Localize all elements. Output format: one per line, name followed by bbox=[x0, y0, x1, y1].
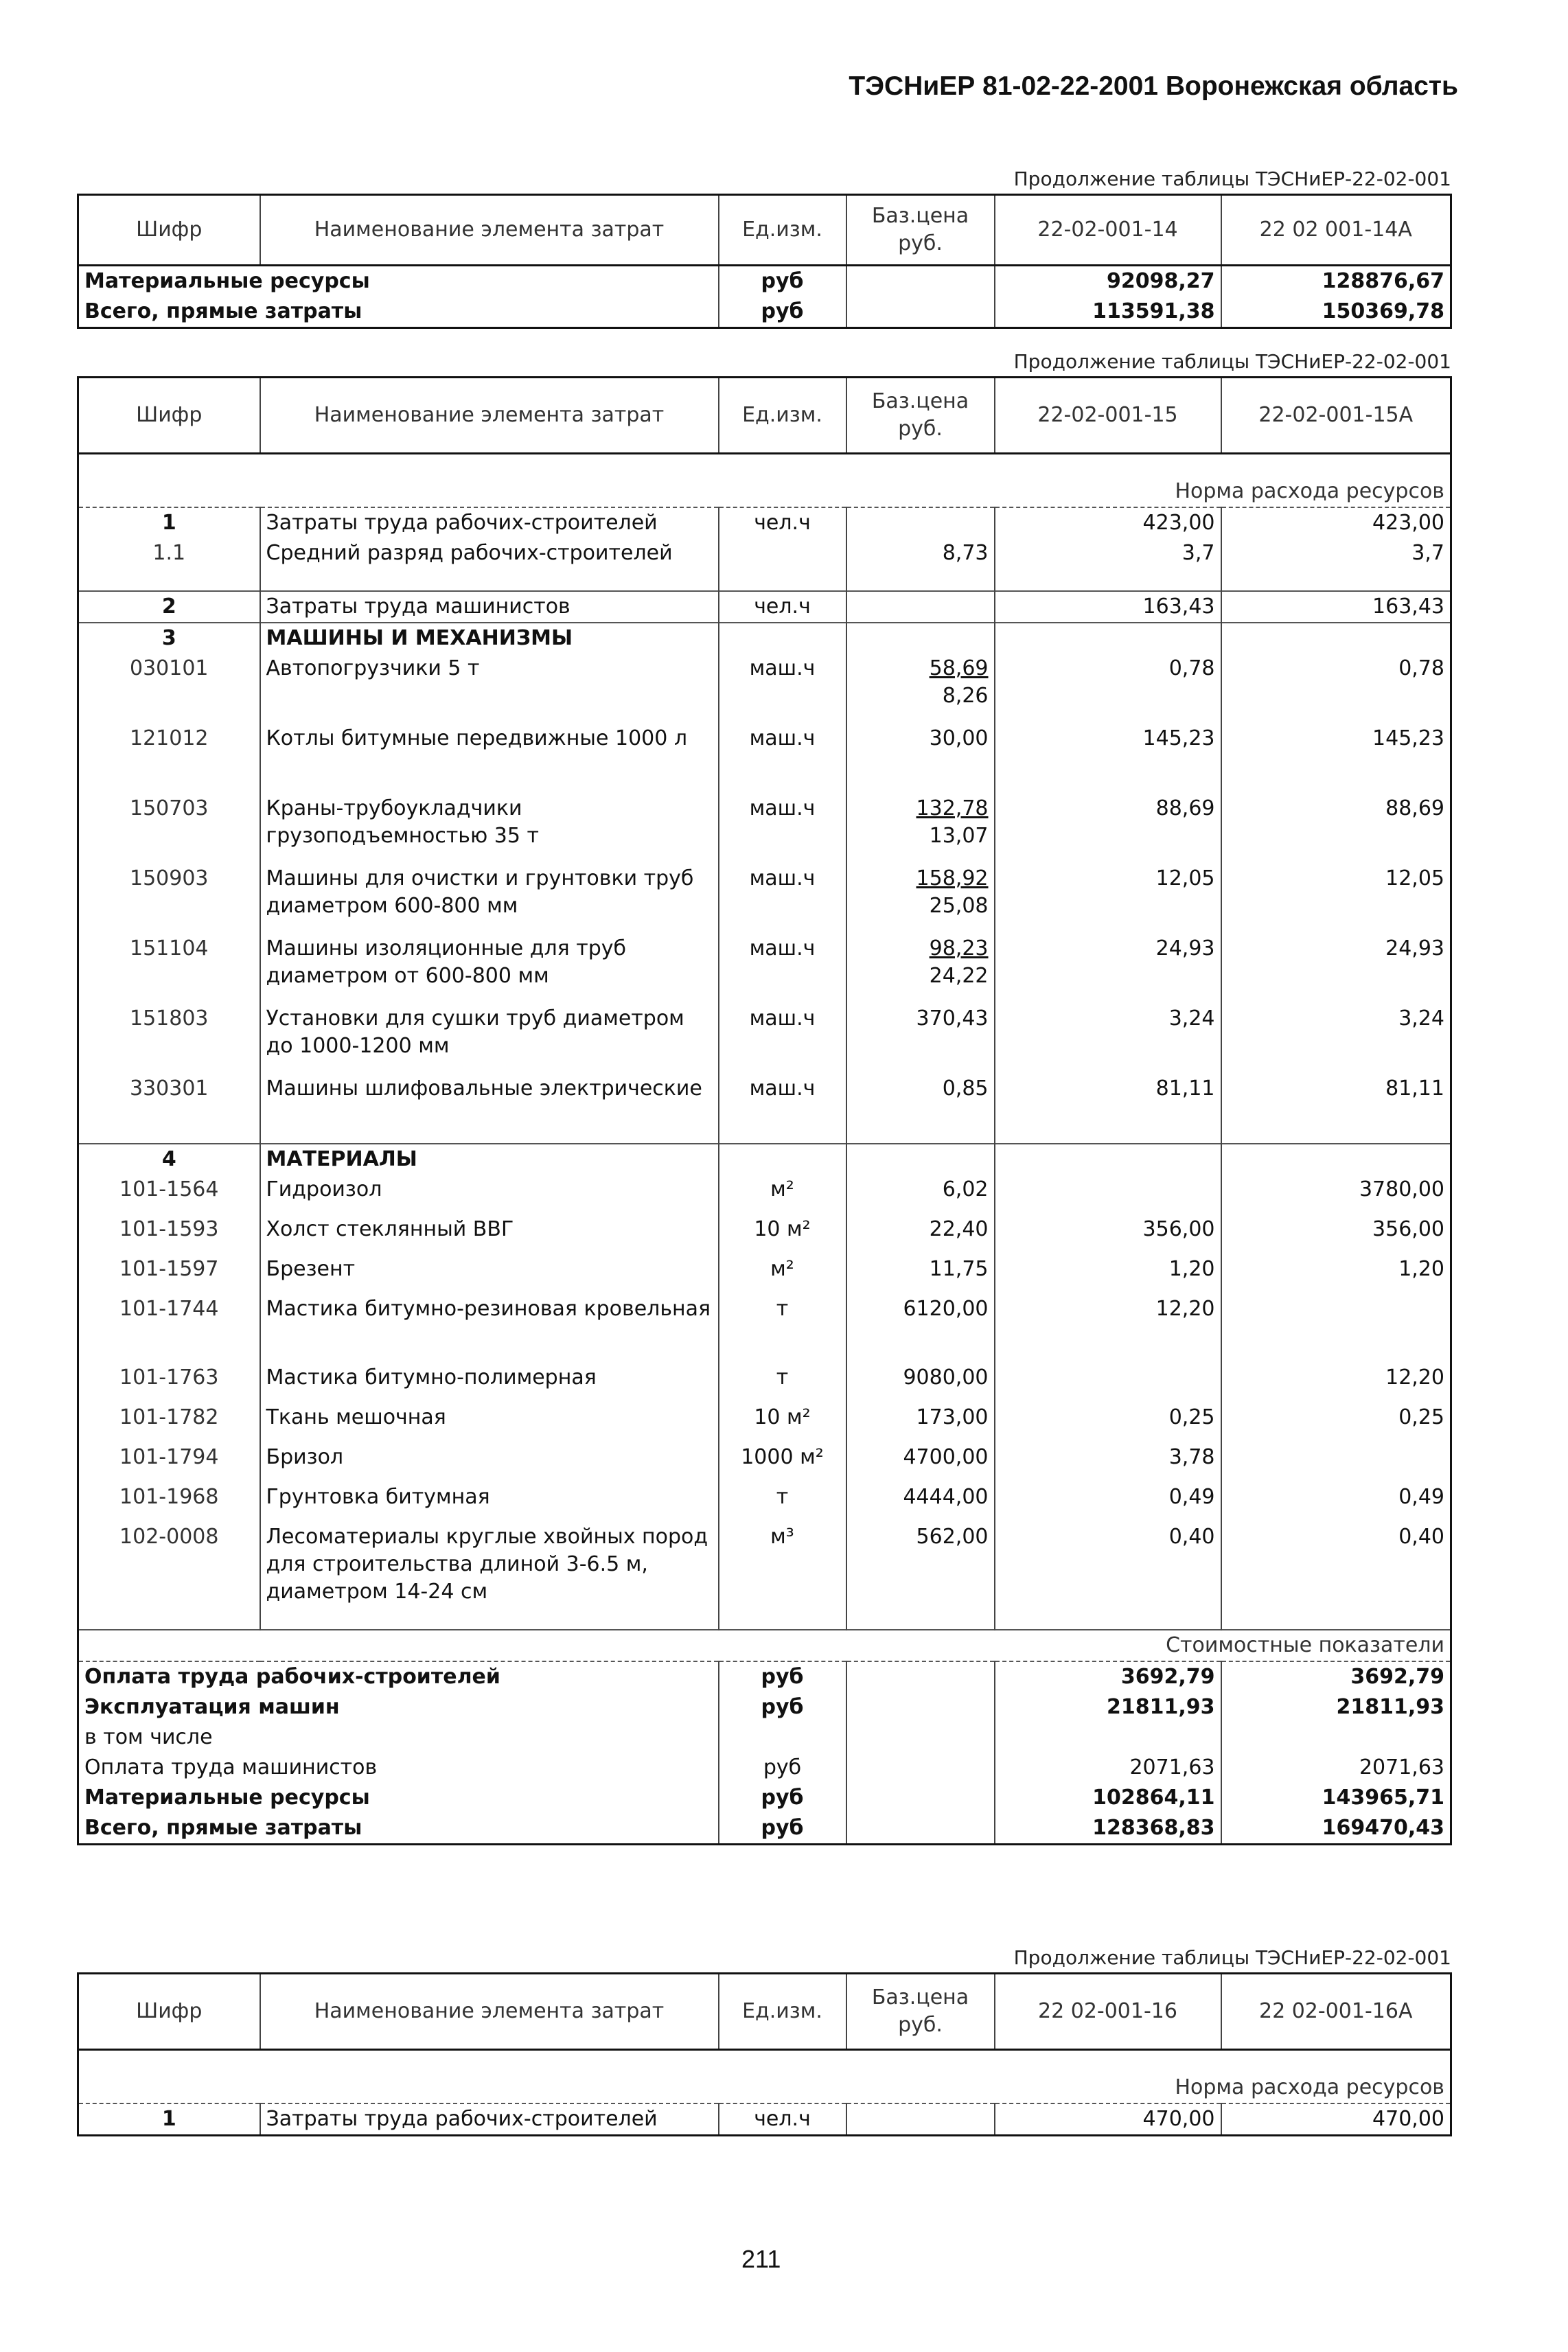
row-name: Лесоматериалы круглые хвойных пород для строительства длиной 3-6.5 м, диаметром 14-24 см bbox=[260, 1522, 719, 1607]
table1-header-row bbox=[78, 195, 1451, 266]
price-primary: 0,85 bbox=[942, 1076, 989, 1100]
row-name: Машины изоляционные для труб диаметром от 600-800 мм bbox=[260, 934, 719, 1004]
table-row bbox=[78, 1214, 1451, 1254]
row-code: 1 bbox=[161, 511, 176, 535]
row-unit: 1000 м² bbox=[719, 1442, 846, 1482]
norm-label: Норма расхода ресурсов bbox=[78, 2073, 1451, 2103]
table3-header-row bbox=[78, 1974, 1451, 2050]
table-row bbox=[78, 1482, 1451, 1522]
row-value-b: 0,49 bbox=[1221, 1482, 1451, 1522]
table-row bbox=[78, 1363, 1451, 1403]
row-value-b: 0,78 bbox=[1221, 654, 1451, 724]
col-header-code: Шифр bbox=[78, 195, 260, 266]
col-header-unit: Ед.изм. bbox=[719, 195, 846, 266]
row-name: Брезент bbox=[260, 1254, 719, 1294]
total-label: Эксплуатация машин bbox=[84, 1695, 340, 1719]
total-value-a: 113591,38 bbox=[995, 297, 1221, 328]
total-label: Материальные ресурсы bbox=[84, 1786, 370, 1810]
row-value-a: 88,69 bbox=[995, 794, 1221, 864]
row-value-b: 0,40 bbox=[1221, 1522, 1451, 1607]
row-price: 4700,00 bbox=[846, 1442, 995, 1482]
total-value-a: 21811,93 bbox=[995, 1692, 1221, 1722]
total-value-a: 3692,79 bbox=[995, 1661, 1221, 1692]
col-header-price: Баз.цена руб. bbox=[846, 195, 995, 266]
table1-caption: Продолжение таблицы ТЭСНиЕР-22-02-001 bbox=[1013, 168, 1451, 190]
row-unit: маш.ч bbox=[719, 934, 846, 1004]
row-unit: м² bbox=[719, 1175, 846, 1214]
row-value-a: 0,25 bbox=[995, 1403, 1221, 1442]
col-header-price: Баз.цена руб. bbox=[846, 378, 995, 454]
row-price: 22,40 bbox=[846, 1214, 995, 1254]
table-row bbox=[78, 864, 1451, 934]
col-header-variant-b: 22 02 001-14А bbox=[1221, 195, 1451, 266]
table-row bbox=[78, 538, 1451, 568]
total-row bbox=[78, 1661, 1451, 1692]
row-name: Бризол bbox=[260, 1442, 719, 1482]
page-number: 211 bbox=[741, 2245, 781, 2273]
row-price bbox=[846, 654, 995, 724]
row-price: 11,75 bbox=[846, 1254, 995, 1294]
total-empty bbox=[846, 1753, 995, 1783]
table-row bbox=[78, 724, 1451, 794]
total-value-a: 102864,11 bbox=[995, 1783, 1221, 1813]
table-row bbox=[78, 1074, 1451, 1144]
total-value-b: 143965,71 bbox=[1221, 1783, 1451, 1813]
row-price bbox=[846, 864, 995, 934]
row-name: Установки для сушки труб диаметром до 1000-1200 мм bbox=[260, 1004, 719, 1074]
row-value-b bbox=[1221, 1442, 1451, 1482]
col-header-name: Наименование элемента затрат bbox=[260, 195, 719, 266]
row-value-b: 81,11 bbox=[1221, 1074, 1451, 1144]
row-code: 101-1968 bbox=[119, 1485, 219, 1509]
row-price: 173,00 bbox=[846, 1403, 995, 1442]
norm-label: Норма расхода ресурсов bbox=[78, 476, 1451, 507]
row-name: Затраты труда машинистов bbox=[260, 591, 719, 623]
row-unit: 10 м² bbox=[719, 1403, 846, 1442]
table-row bbox=[78, 654, 1451, 724]
total-empty bbox=[846, 1692, 995, 1722]
total-label: Оплата труда рабочих-строителей bbox=[84, 1665, 500, 1689]
section-header-row bbox=[78, 623, 1451, 654]
total-unit: руб bbox=[719, 1692, 846, 1722]
row-code: 2 bbox=[78, 591, 260, 623]
col-header-price: Баз.цена руб. bbox=[846, 1974, 995, 2050]
col-header-name: Наименование элемента затрат bbox=[260, 1974, 719, 2050]
total-label: Материальные ресурсы bbox=[84, 269, 370, 293]
row-name: Грунтовка битумная bbox=[260, 1482, 719, 1522]
total-value-a bbox=[995, 1722, 1221, 1753]
total-value-b: 2071,63 bbox=[1221, 1753, 1451, 1783]
document-header-title: ТЭСНиЕР 81-02-22-2001 Воронежская область bbox=[849, 71, 1458, 101]
row-value-a: 81,11 bbox=[995, 1074, 1221, 1144]
row-name: Затраты труда рабочих-строителей bbox=[260, 2103, 719, 2136]
table-row bbox=[78, 591, 1451, 623]
row-value-a: 145,23 bbox=[995, 724, 1221, 794]
table2 bbox=[77, 376, 1452, 1845]
total-value-b: 21811,93 bbox=[1221, 1692, 1451, 1722]
row-code: 1 bbox=[161, 2107, 176, 2131]
row-code: 101-1794 bbox=[119, 1445, 219, 1469]
row-price bbox=[846, 724, 995, 794]
total-label: Всего, прямые затраты bbox=[84, 1816, 362, 1840]
row-value-a: 3,78 bbox=[995, 1442, 1221, 1482]
row-price: 6,02 bbox=[846, 1175, 995, 1214]
row-value-b: 1,20 bbox=[1221, 1254, 1451, 1294]
row-name: Машины шлифовальные электрические bbox=[260, 1074, 719, 1144]
row-value-a: 1,20 bbox=[995, 1254, 1221, 1294]
col-header-variant-b: 22 02-001-16А bbox=[1221, 1974, 1451, 2050]
table-row bbox=[78, 1175, 1451, 1214]
row-value-a: 24,93 bbox=[995, 934, 1221, 1004]
row-value-b: 12,20 bbox=[1221, 1363, 1451, 1403]
section-title: МАТЕРИАЛЫ bbox=[260, 1144, 719, 1175]
total-value-a: 2071,63 bbox=[995, 1753, 1221, 1783]
cost-label: Стоимостные показатели bbox=[78, 1630, 1451, 1661]
row-name: Мастика битумно-полимерная bbox=[260, 1363, 719, 1403]
total-label: Оплата труда машинистов bbox=[84, 1755, 378, 1779]
row-code: 1.1 bbox=[152, 541, 186, 565]
section-code: 3 bbox=[78, 623, 260, 654]
col-header-variant-a: 22 02-001-16 bbox=[995, 1974, 1221, 2050]
row-value-b: 0,25 bbox=[1221, 1403, 1451, 1442]
row-unit: маш.ч bbox=[719, 1074, 846, 1144]
total-unit: руб bbox=[719, 1753, 846, 1783]
col-header-unit: Ед.изм. bbox=[719, 378, 846, 454]
row-value-a: 3,7 bbox=[995, 538, 1221, 568]
total-value-b: 169470,43 bbox=[1221, 1813, 1451, 1845]
table3-caption: Продолжение таблицы ТЭСНиЕР-22-02-001 bbox=[1013, 1946, 1451, 1969]
row-code: 101-1763 bbox=[119, 1365, 219, 1390]
table1 bbox=[77, 194, 1452, 329]
total-unit: руб bbox=[719, 266, 846, 297]
row-value-b: 3780,00 bbox=[1221, 1175, 1451, 1214]
total-row bbox=[78, 1783, 1451, 1813]
total-row bbox=[78, 1753, 1451, 1783]
row-unit: маш.ч bbox=[719, 1004, 846, 1074]
row-value-b: 12,05 bbox=[1221, 864, 1451, 934]
price-primary: 30,00 bbox=[929, 726, 989, 750]
row-name: Гидроизол bbox=[260, 1175, 719, 1214]
total-value-a: 92098,27 bbox=[995, 266, 1221, 297]
cost-label-row bbox=[78, 1630, 1451, 1661]
col-header-name: Наименование элемента затрат bbox=[260, 378, 719, 454]
total-empty bbox=[846, 1813, 995, 1845]
row-unit: м² bbox=[719, 1254, 846, 1294]
table-row bbox=[78, 507, 1451, 538]
row-price bbox=[846, 1074, 995, 1144]
total-row bbox=[78, 266, 1451, 297]
table3 bbox=[77, 1972, 1452, 2136]
row-code: 121012 bbox=[129, 726, 209, 750]
col-header-variant-a: 22-02-001-15 bbox=[995, 378, 1221, 454]
row-value-a: 356,00 bbox=[995, 1214, 1221, 1254]
table-row bbox=[78, 2103, 1451, 2136]
price-primary: 98,23 bbox=[929, 936, 989, 960]
row-value-a: 0,49 bbox=[995, 1482, 1221, 1522]
row-unit: чел.ч bbox=[719, 507, 846, 538]
price-primary: 370,43 bbox=[916, 1006, 989, 1030]
row-code: 330301 bbox=[129, 1076, 209, 1100]
price-primary: 132,78 bbox=[916, 796, 989, 820]
row-price: 562,00 bbox=[846, 1522, 995, 1607]
row-value-a: 470,00 bbox=[995, 2103, 1221, 2136]
total-value-b: 150369,78 bbox=[1221, 297, 1451, 328]
row-value-a bbox=[995, 1363, 1221, 1403]
table-row bbox=[78, 1004, 1451, 1074]
row-value-b: 3,7 bbox=[1221, 538, 1451, 568]
row-unit: маш.ч bbox=[719, 724, 846, 794]
row-code: 101-1564 bbox=[119, 1177, 219, 1201]
row-value-a: 163,43 bbox=[995, 591, 1221, 623]
row-code: 102-0008 bbox=[119, 1525, 219, 1549]
total-unit: руб bbox=[719, 1813, 846, 1845]
total-value-a: 128368,83 bbox=[995, 1813, 1221, 1845]
total-empty bbox=[846, 1722, 995, 1753]
row-unit: чел.ч bbox=[719, 2103, 846, 2136]
row-price: 9080,00 bbox=[846, 1363, 995, 1403]
total-unit: руб bbox=[719, 1783, 846, 1813]
row-value-b: 145,23 bbox=[1221, 724, 1451, 794]
table-row bbox=[78, 1442, 1451, 1482]
table-row bbox=[78, 1403, 1451, 1442]
row-price: 6120,00 bbox=[846, 1294, 995, 1363]
row-price: 4444,00 bbox=[846, 1482, 995, 1522]
row-value-a: 12,20 bbox=[995, 1294, 1221, 1363]
row-unit: маш.ч bbox=[719, 864, 846, 934]
row-price bbox=[846, 1004, 995, 1074]
row-unit: т bbox=[719, 1294, 846, 1363]
col-header-unit: Ед.изм. bbox=[719, 1974, 846, 2050]
col-header-variant-b: 22-02-001-15А bbox=[1221, 378, 1451, 454]
row-unit: 10 м² bbox=[719, 1214, 846, 1254]
row-name: Котлы битумные передвижные 1000 л bbox=[260, 724, 719, 794]
section-title: МАШИНЫ И МЕХАНИЗМЫ bbox=[260, 623, 719, 654]
row-unit bbox=[719, 538, 846, 568]
table-row bbox=[78, 1294, 1451, 1363]
total-row bbox=[78, 297, 1451, 328]
table-row bbox=[78, 1522, 1451, 1607]
col-header-variant-a: 22-02-001-14 bbox=[995, 195, 1221, 266]
row-unit: маш.ч bbox=[719, 794, 846, 864]
row-code: 101-1744 bbox=[119, 1297, 219, 1321]
row-value-a: 3,24 bbox=[995, 1004, 1221, 1074]
price-operator-wage: 13,07 bbox=[929, 824, 989, 848]
row-name: Мастика битумно-резиновая кровельная bbox=[260, 1294, 719, 1363]
row-value-b: 88,69 bbox=[1221, 794, 1451, 864]
row-code: 151803 bbox=[129, 1006, 209, 1030]
row-price bbox=[846, 794, 995, 864]
row-value-a: 0,78 bbox=[995, 654, 1221, 724]
norm-label-row bbox=[78, 2073, 1451, 2103]
row-price bbox=[846, 934, 995, 1004]
row-name: Машины для очистки и грунтовки труб диаметром 600-800 мм bbox=[260, 864, 719, 934]
row-value-b: 356,00 bbox=[1221, 1214, 1451, 1254]
total-empty bbox=[846, 1783, 995, 1813]
table2-caption: Продолжение таблицы ТЭСНиЕР-22-02-001 bbox=[1013, 350, 1451, 373]
row-code: 101-1597 bbox=[119, 1257, 219, 1281]
row-code: 101-1782 bbox=[119, 1405, 219, 1429]
row-unit: т bbox=[719, 1363, 846, 1403]
table-row bbox=[78, 1254, 1451, 1294]
row-name: Затраты труда рабочих-строителей bbox=[260, 507, 719, 538]
price-primary: 58,69 bbox=[929, 656, 989, 680]
row-price: 8,73 bbox=[846, 538, 995, 568]
row-name: Краны-трубоукладчики грузоподъемностью 35 т bbox=[260, 794, 719, 864]
total-value-b: 128876,67 bbox=[1221, 266, 1451, 297]
total-unit bbox=[719, 1722, 846, 1753]
total-row bbox=[78, 1692, 1451, 1722]
row-unit: чел.ч bbox=[719, 591, 846, 623]
row-price bbox=[846, 507, 995, 538]
col-header-code: Шифр bbox=[78, 1974, 260, 2050]
row-value-b: 24,93 bbox=[1221, 934, 1451, 1004]
row-value-b: 163,43 bbox=[1221, 591, 1451, 623]
price-operator-wage: 25,08 bbox=[929, 894, 989, 918]
total-row bbox=[78, 1722, 1451, 1753]
price-primary: 158,92 bbox=[916, 866, 989, 890]
section-header-row bbox=[78, 1144, 1451, 1175]
row-code: 150903 bbox=[129, 866, 209, 890]
row-value-a: 0,40 bbox=[995, 1522, 1221, 1607]
table2-header-row bbox=[78, 378, 1451, 454]
row-unit: маш.ч bbox=[719, 654, 846, 724]
price-operator-wage: 24,22 bbox=[929, 964, 989, 988]
row-value-a: 12,05 bbox=[995, 864, 1221, 934]
price-operator-wage: 8,26 bbox=[942, 684, 989, 708]
row-value-b: 470,00 bbox=[1221, 2103, 1451, 2136]
row-unit: м³ bbox=[719, 1522, 846, 1607]
total-value-b: 3692,79 bbox=[1221, 1661, 1451, 1692]
row-name: Холст стеклянный ВВГ bbox=[260, 1214, 719, 1254]
row-code: 150703 bbox=[129, 796, 209, 820]
row-code: 030101 bbox=[129, 656, 209, 680]
total-label: в том числе bbox=[84, 1725, 213, 1749]
table-row bbox=[78, 934, 1451, 1004]
row-name: Автопогрузчики 5 т bbox=[260, 654, 719, 724]
table-row bbox=[78, 794, 1451, 864]
row-code: 101-1593 bbox=[119, 1217, 219, 1241]
total-row bbox=[78, 1813, 1451, 1845]
total-unit: руб bbox=[719, 1661, 846, 1692]
row-unit: т bbox=[719, 1482, 846, 1522]
total-label: Всего, прямые затраты bbox=[84, 299, 362, 323]
col-header-code: Шифр bbox=[78, 378, 260, 454]
row-name: Средний разряд рабочих-строителей bbox=[260, 538, 719, 568]
row-value-b: 3,24 bbox=[1221, 1004, 1451, 1074]
row-value-a bbox=[995, 1175, 1221, 1214]
row-value-b bbox=[1221, 1294, 1451, 1363]
total-empty bbox=[846, 1661, 995, 1692]
row-value-a: 423,00 bbox=[995, 507, 1221, 538]
total-value-b bbox=[1221, 1722, 1451, 1753]
row-name: Ткань мешочная bbox=[260, 1403, 719, 1442]
row-value-b: 423,00 bbox=[1221, 507, 1451, 538]
norm-label-row bbox=[78, 476, 1451, 507]
total-unit: руб bbox=[719, 297, 846, 328]
row-code: 151104 bbox=[129, 936, 209, 960]
section-code: 4 bbox=[78, 1144, 260, 1175]
